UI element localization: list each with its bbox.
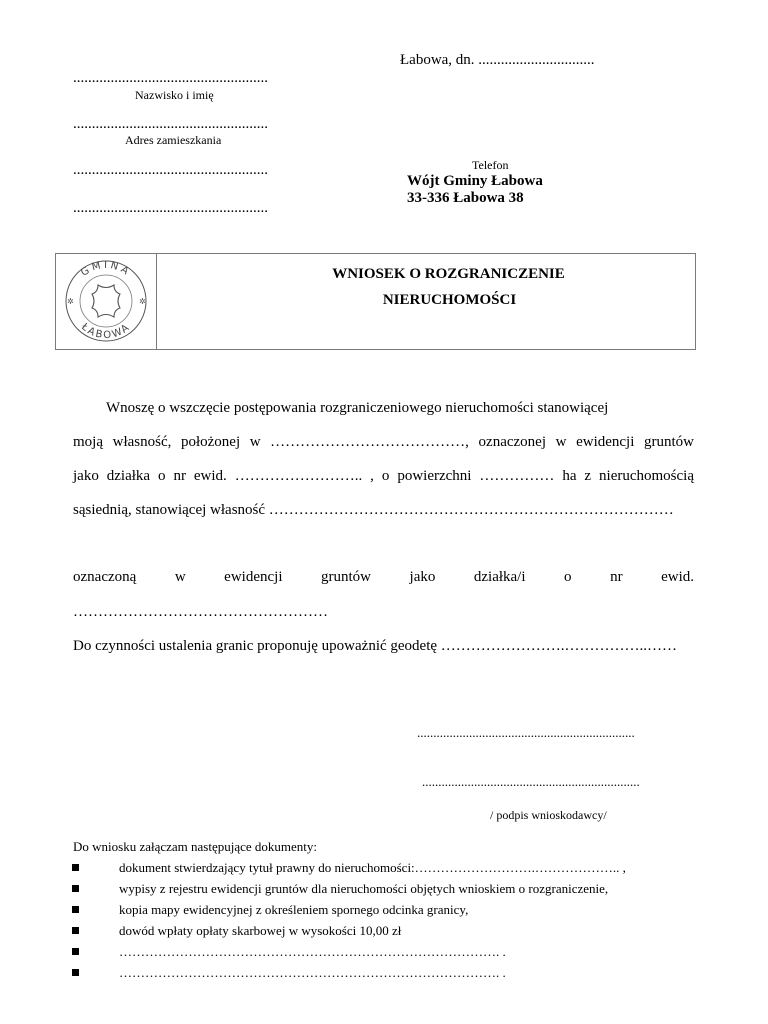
attachment-item: ……………………………………………………………………………. .: [119, 944, 506, 959]
phone-label: Telefon: [472, 158, 509, 172]
body-p1-line2: moją własność, położonej w …………………………………, oznaczonej w ewidencji gruntów: [73, 434, 694, 450]
bullet-icon: [72, 948, 79, 955]
body-p2-line2: ……………………………………………: [73, 604, 328, 620]
logo-star-left-icon: ✲: [67, 297, 74, 306]
attachment-item: dowód wpłaty opłaty skarbowej w wysokości 10,00 zł: [119, 923, 402, 938]
signature-dots-1: ...................................................................: [417, 725, 635, 740]
bullet-icon: [72, 927, 79, 934]
phone-dots: ....................................................: [73, 200, 268, 216]
name-label: Nazwisko i imię: [135, 88, 214, 102]
signature-label: / podpis wnioskodawcy/: [490, 808, 607, 822]
name-dots: ....................................................: [73, 70, 268, 86]
logo-text-bottom: ŁABOWA: [79, 321, 133, 342]
address-label: Adres zamieszkania: [125, 133, 222, 147]
bullet-icon: [72, 864, 79, 871]
recipient-line1: Wójt Gminy Łabowa: [407, 173, 543, 189]
attachment-item: kopia mapy ewidencyjnej z określeniem spornego odcinka granicy,: [119, 902, 469, 917]
attachment-item: ……………………………………………………………………………. .: [119, 965, 506, 980]
body-p1-line3: jako działka o nr ewid. …………………….. , o powierzchni …………… ha z nieruchomością: [73, 468, 694, 484]
bullet-icon: [72, 885, 79, 892]
header-box: [55, 253, 696, 350]
bullet-icon: [72, 906, 79, 913]
body-p1-line4: sąsiednią, stanowiącej własność ………………………………………………………………………: [73, 502, 674, 518]
address-dots: ....................................................: [73, 116, 268, 132]
svg-text:ŁABOWA: [78, 321, 133, 341]
recipient-line2: 33-336 Łabowa 38: [407, 190, 524, 206]
bullet-icon: [72, 969, 79, 976]
body-p1-line1: Wnoszę o wszczęcie postępowania rozgraniczeniowego nieruchomości stanowiącej: [106, 400, 609, 416]
title-line1: WNIOSEK O ROZGRANICZENIE: [332, 266, 565, 282]
attachment-item: dokument stwierdzający tytuł prawny do nieruchomości:……………………….……………….. ,: [119, 860, 626, 875]
attachments-heading: Do wniosku załączam następujące dokumenty:: [73, 839, 318, 854]
signature-dots-2: ...................................................................: [422, 774, 640, 789]
title-line2: NIERUCHOMOŚCI: [382, 292, 517, 308]
attachment-item: wypisy z rejestru ewidencji gruntów dla nieruchomości objętych wnioskiem o rozgraniczenie,: [119, 881, 609, 896]
body-p2-line1: oznaczoną w ewidencji gruntów jako działka/i o nr ewid.: [73, 569, 694, 585]
place-date: Łabowa, dn. ...............................: [400, 52, 595, 68]
body-p3-line1: Do czynności ustalenia granic proponuję upoważnić geodetę …………………….……………..……: [73, 638, 678, 654]
logo-text-top: GMINA: [79, 259, 133, 279]
logo-star-right-icon: ✲: [139, 297, 146, 306]
address-dots-2: ....................................................: [73, 162, 268, 178]
